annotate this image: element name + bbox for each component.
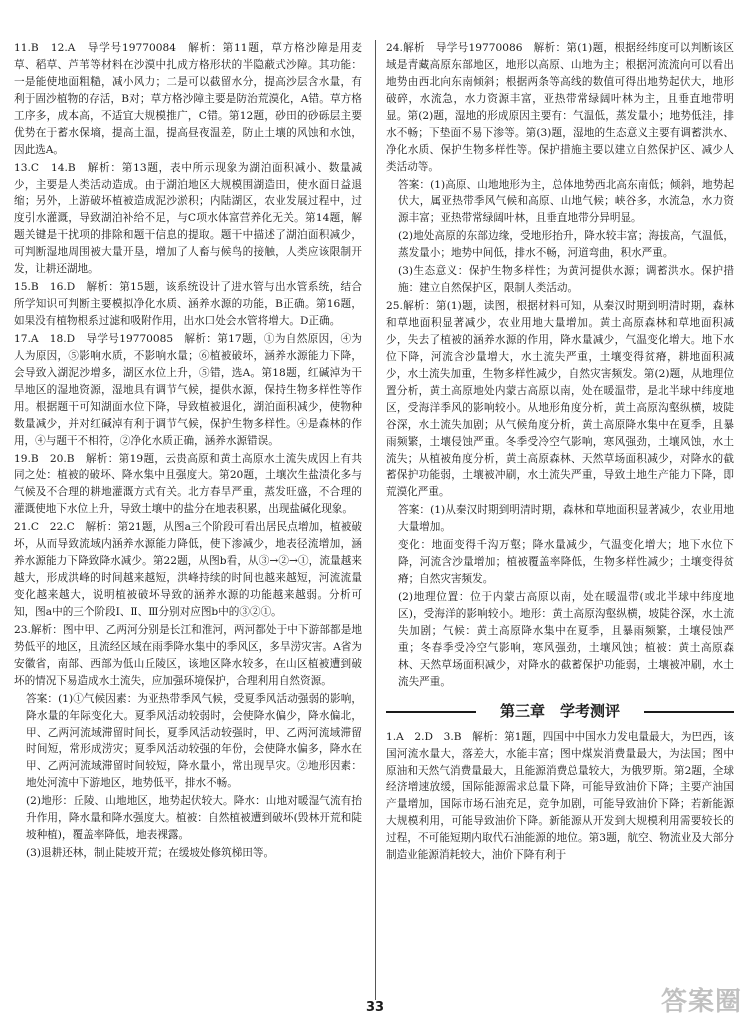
answer-paragraph-q24c: (3)生态意义：保护生物多样性；为黄河提供水源；调蓄洪水。保护措施：建立自然保护区，限制人类活动。 xyxy=(398,265,734,295)
answer-paragraph-q25: 25.解析：第(1)题，读图，根据材料可知，从秦汉时期到明清时期，森林和草地面积显著减少，农业用地大量增加。黄土高原森林和草地面积减少，失去了植被的涵养水源的作用，降水量减少，气温变化增大。地下水位下降，河流含沙量增大，水土流失严重，土壤变得贫瘠，耕地面积减少，水土流失加重，生物多样性减少，自然灾害频发。第(2)题，从地理位置分析，黄土高原地处内蒙古高原以南，处在暖温带，是北半球中纬度地区，受海洋季风的影响较小。从地形角度分析，黄土高原沟壑纵横，坡陡谷深，水土流失加剧；从气候角度分析，黄土高原降水集中在夏季，且暴雨频繁，土壤侵蚀严重。冬季受冷空气影响，寒风强劲，土壤风蚀，水土流失；从植被角度分析，黄土高原森林、天然草场面积减少，对降水的截蓄保护功能弱，土壤被冲刷，水土流失严重，导致土地生产能力下降，即荒漠化严重。 xyxy=(386,300,734,499)
answer-paragraph-q19: 19.B 20.B 解析：第19题，云贵高原和黄土高原水土流失成因上有共同之处：植被的破坏、降水集中且强度大。第20题，土壤次生盐渍化多与气候及不合理的耕地灌溉方式有关。北方春旱严重，蒸发旺盛，不合理的灌溉使地下水位上升，导致土壤中的盐分在地表积累，出现盐碱化现象。 xyxy=(14,452,362,516)
column-divider xyxy=(375,40,376,1000)
chapter-title: 第三章 学考测评 xyxy=(386,699,734,723)
answer-paragraph-q15: 15.B 16.D 解析：第15题，该系统设计了进水管与出水管系统，结合所学知识可判断主要模拟净化水质、涵养水源的功能，B正确。第16题，如果没有植物根系过滤和吸附作用，出水口处会水管将增大。D正确。 xyxy=(14,281,362,327)
answer-paragraph-q11: 11.B 12.A 导学号19770084 解析：第11题，草方格沙障是用麦草、稻草、芦苇等材料在沙漠中扎成方格形状的半隐蔽式沙障。其功能：一是能使地面粗糙，减小风力；二是可以截留水分，提高沙层含水量，有利于固沙植物的存活，B对；草方格沙障主要是防治荒漠化，A错。草方格工序多，成本高，不适宜大规模推广，C错。第12题，砂田的砂砾层主要优势在于蓄水保墒，提高土温，提高昼夜温差，防止土壤的风蚀和水蚀，因此选A。 xyxy=(14,42,362,156)
left-column xyxy=(14,40,362,863)
answer-paragraph-q24b: (2)地处高原的东部边缘，受地形抬升，降水较丰富；海拔高，气温低，蒸发量小；地势中间低，排水不畅，河道弯曲，积水严重。 xyxy=(398,230,734,260)
page xyxy=(14,40,736,1000)
answer-paragraph-q25b: 变化：地面变得千沟万壑；降水量减少，气温变化增大；地下水位下降，河流含沙量增加；植被覆盖率降低，生物多样性减少；土壤变得贫瘠；自然灾害频发。 xyxy=(398,539,734,586)
right-column xyxy=(386,40,734,865)
answer-paragraph-q24: 24.解析 导学号19770086 解析：第(1)题，根据经纬度可以判断该区域是青藏高原东部地区，地形以高原、山地为主；根据河流流向可以看出地势由西北向东南倾斜；根据两条等高线的数值可得出地势起伏大，地形破碎，水流急，水力资源丰富，亚热带常绿阔叶林为主，且垂直地带明显。第(2)题，湿地的形成原因主要有：气温低，蒸发量小；地势低洼，排水不畅；下垫面不易下渗等。第(3)题，湿地的生态意义主要有调蓄洪水、净化水质、保护生物多样性等。保护措施主要以建立自然保护区、减少人类活动等。 xyxy=(386,42,734,173)
answer-paragraph-q21: 21.C 22.C 解析：第21题，从图a三个阶段可看出居民点增加，植被破坏，从而导致流域内涵养水源能力降低，使下渗减少，地表径流增加，涵养水源能力下降致降水减少。第22题，从图b看，从③→②→①，流量越来越大，形成洪峰的时间越来越短，洪峰持续的时间也越来越短，河流流量变化越来越大，说明植被破坏导致的涵养水源的功能越来越弱。分析可知，图a中的三个阶段Ⅰ、Ⅱ、Ⅲ分别对应图b中的③②①。 xyxy=(14,521,362,618)
answer-paragraph-q25c: (2)地理位置：位于内蒙古高原以南，处在暖温带(或北半球中纬度地区)，受海洋的影响较小。地形：黄土高原沟壑纵横，坡陡谷深，水土流失加剧；气候：黄土高原降水集中在夏季，且暴雨频繁，土壤侵蚀严重；冬春季受冷空气影响，寒风强劲，土壤风蚀；植被：黄土高原森林、天然草场面积减少，对降水的截蓄保护功能弱，土壤被冲刷，水土流失严重。 xyxy=(398,591,734,688)
answer-paragraph-q23c: (3)退耕还林，制止陡坡开荒；在缓坡处修筑梯田等。 xyxy=(26,847,275,860)
right-column-top xyxy=(386,40,734,691)
answer-paragraph-q25a: 答案：(1)从秦汉时期到明清时期，森林和草地面积显著减少，农业用地大量增加。 xyxy=(398,504,734,534)
answer-paragraph-q24a: 答案：(1)高原、山地地形为主，总体地势西北高东南低；倾斜，地势起伏大，属亚热带季风气候和高原、山地气候；峡谷多，水流急，水力资源丰富；亚热带常绿阔叶林，且垂直地带分异明显。 xyxy=(398,178,734,225)
right-column-bottom xyxy=(386,729,734,865)
answer-paragraph-q23: 23.解析：图中甲、乙两河分别是长江和淮河，两河都处于中下游部都是地势低平的地区，且流经区域在雨季降水集中的季风区，多旱涝灾害。A省为安徽省，南部、西部为低山丘陵区，该地区降水较多，在山区植被遭到破坏的情况下易造成水土流失，应加强环境保护，合理利用自然资源。 xyxy=(14,623,362,687)
answer-paragraph-q13: 13.C 14.B 解析：第13题，表中所示现象为湖泊面积减小、数量减少，主要是人类活动造成。由于湖泊地区大规模围湖造田，使水面日益退缩；另外，上游破坏植被造成泥沙淤积；内陆湖区，农业发展过程中，过度引水灌溉，导致湖泊补给不足，与C项水体富营养化无关。第14题，解题关键是干扰项的排除和题干信息的提取。题干中描述了湖泊面积减少，可判断湿地周围被大量开垦，增加了人畜与候鸟的接触，人类应该限制开发，让耕还湖地。 xyxy=(14,161,362,276)
answer-paragraph-q23a: 答案：(1)①气候因素：为亚热带季风气候，受夏季风活动强弱的影响，降水量的年际变化大。夏季风活动较弱时，会使降水偏少，降水偏北，甲、乙两河流域滞留时间长，夏季风活动较强时，甲、乙两河流域滞留时间短，常形成涝灾；夏季风活动较强的年份，会使降水偏多，降水在甲、乙两河流域滞留时间较短，降水量小，常出现旱灾。②地形因素：地处河流中下游地区，地势低平，排水不畅。 xyxy=(26,692,362,790)
watermark-logo: 答案圈 xyxy=(660,987,742,1017)
answer-paragraph-q17: 17.A 18.D 导学号19770085 解析：第17题，①为自然原因，④为人为原因，⑤影响水质，不影响水量；⑥植被破坏，涵养水源能力下降，会导致入湖泥沙增多，湖区水位上升，⑤错，选A。第18题，红碱淖为干旱地区的湿地资源，湿地具有调节气候，提供水源，保持生物多样性等作用。根据题干可知湖面水位下降，导致植被退化，湖泊面积减少，使物种数量减少，并对红碱淖有利于调节气候，保护生物多样性。④是森林的作用，④与题干不相符，②净化水质正确，涵养水源错误。 xyxy=(14,332,362,447)
answer-paragraph-q23b: (2)地形：丘陵、山地地区，地势起伏较大。降水：山地对暖湿气流有抬升作用，降水量和降水强度大。植被：自然植被遭到破坏(毁林开荒和陡坡种植)，覆盖率降低，地表裸露。 xyxy=(26,795,362,842)
answer-paragraph-c3q1: 1.A 2.D 3.B 解析：第1题，四国中中国水力发电量最大，为巴西，该国河流水量大，落差大，水能丰富；图中煤炭消费量最大，为法国；图中原油和天然气消费量最大，且能源消费总量较大，为俄罗斯。第2题，全球经济增速放缓，国际能源需求总量下降，可能导致油价下降；主要产油国产量增加，国际市场石油充足，竞争加剧，可能导致油价下降；若新能源大规模利用，可能导致油价下降。新能源从开发到大规模利用需要较长的过程，不可能短期内取代石油能源的地位。第3题，航空、物流业及大部分制造业能源消耗较大，油价下降有利于 xyxy=(386,730,734,862)
page-number: 33 xyxy=(365,1000,385,1015)
